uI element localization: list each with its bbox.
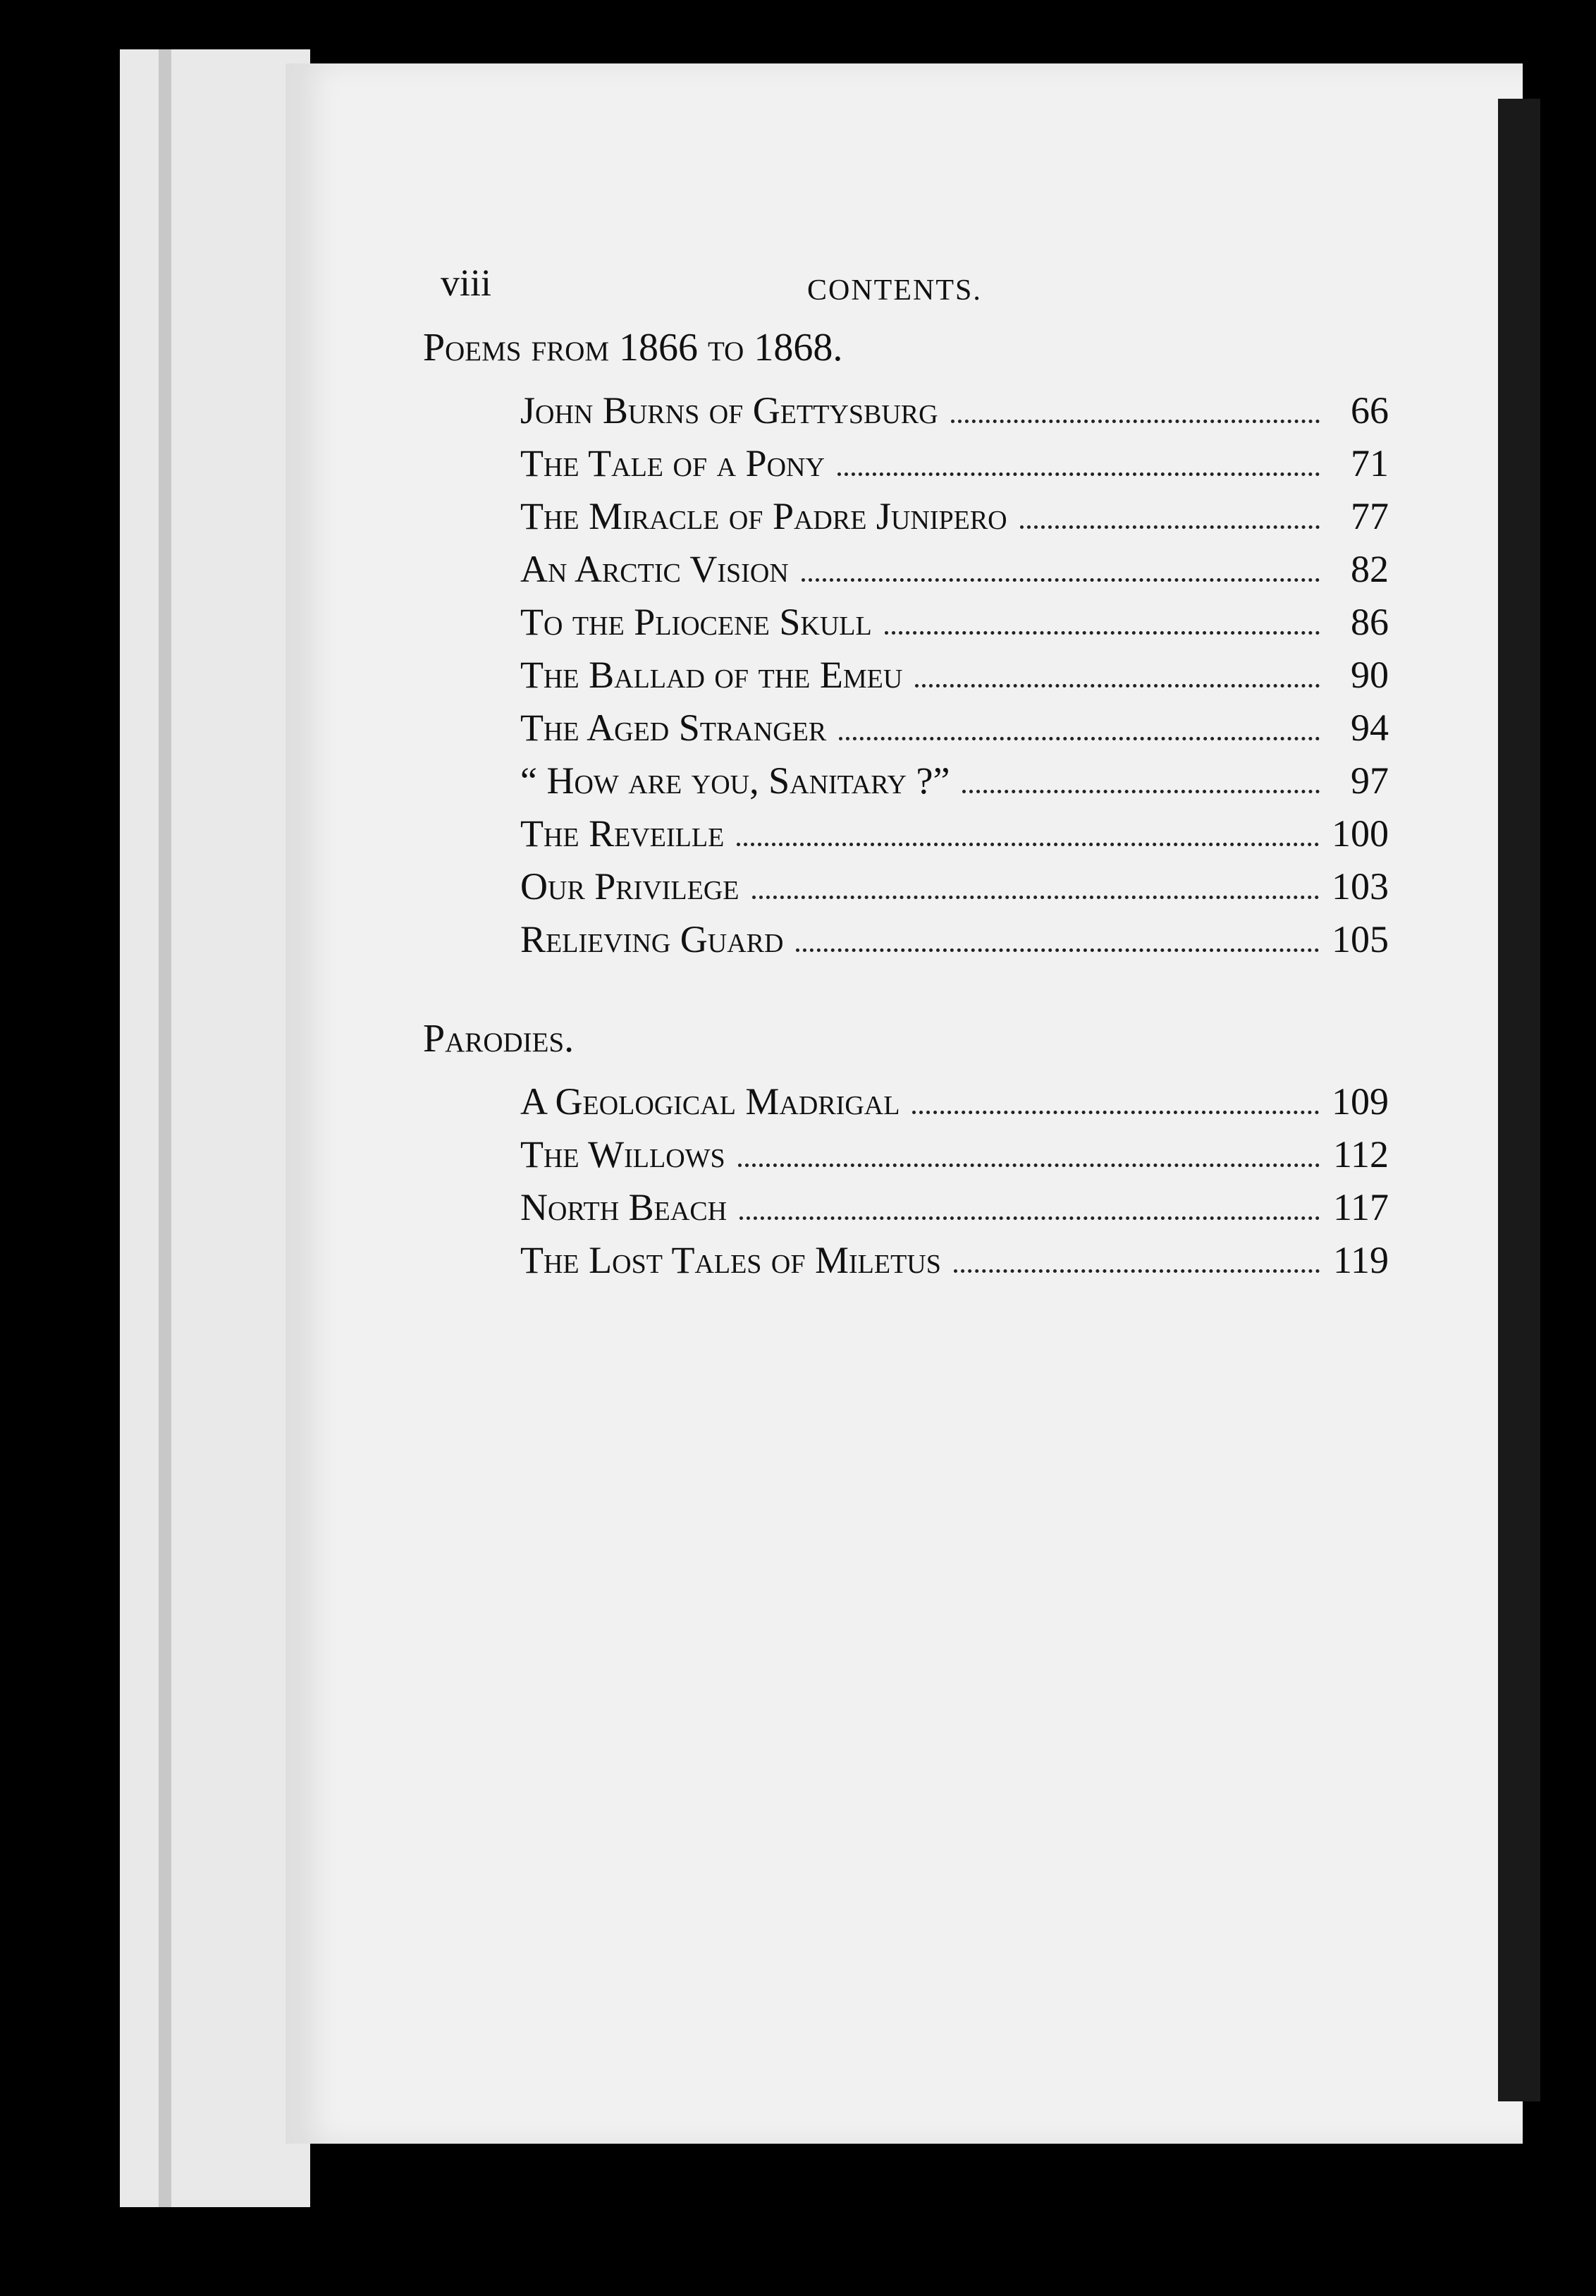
toc-entry-page: 82 — [1351, 548, 1389, 591]
toc-entry — [423, 1181, 1389, 1234]
toc-entry-page: 109 — [1332, 1080, 1389, 1123]
dot-leader — [837, 472, 1320, 476]
dot-leader — [737, 843, 1319, 846]
toc-entry — [423, 490, 1389, 543]
toc-entry-page: 77 — [1351, 495, 1389, 538]
toc-entry-page: 103 — [1332, 865, 1389, 908]
toc-entry-page: 119 — [1333, 1239, 1389, 1282]
toc-entry-page: 100 — [1332, 812, 1389, 855]
toc-entry-page: 97 — [1351, 759, 1389, 802]
dot-leader — [954, 1269, 1320, 1273]
toc-entry-title: Our Privilege — [520, 865, 739, 908]
dot-leader — [915, 684, 1320, 688]
dot-leader — [802, 578, 1320, 582]
toc-entry-page: 105 — [1332, 918, 1389, 961]
toc-entry-title: To the Pliocene Skull — [520, 601, 872, 644]
running-head: CONTENTS. — [807, 274, 982, 307]
toc-entry — [423, 702, 1389, 755]
toc-entry-page: 90 — [1351, 654, 1389, 697]
dot-leader — [752, 896, 1320, 899]
toc-entry-title: The Tale of a Pony — [520, 442, 825, 485]
toc-entry-title: “ How are you, Sanitary ?” — [520, 759, 950, 802]
toc-entry-title: The Lost Tales of Miletus — [520, 1239, 941, 1282]
dot-leader — [738, 1164, 1320, 1167]
toc-entry — [423, 649, 1389, 702]
toc-entry-page: 94 — [1351, 707, 1389, 750]
toc-entry-page: 66 — [1351, 389, 1389, 432]
dot-leader — [839, 737, 1320, 740]
page-stack — [120, 49, 310, 2207]
toc-entry-title: The Reveille — [520, 812, 725, 855]
toc-entry-title: A Geological Madrigal — [520, 1080, 900, 1123]
page-header — [423, 261, 1410, 324]
toc-entry — [423, 1075, 1389, 1128]
toc-entry-page: 86 — [1351, 601, 1389, 644]
dot-leader — [1020, 525, 1320, 529]
toc-entry-title: The Aged Stranger — [520, 707, 827, 750]
toc-entry — [423, 1128, 1389, 1181]
toc-entry-page: 117 — [1333, 1186, 1389, 1229]
section-parodies — [423, 1015, 1410, 1287]
toc-entry-title: Relieving Guard — [520, 918, 784, 961]
toc-entry-title: The Miracle of Padre Junipero — [520, 495, 1007, 538]
toc-entry-title: The Ballad of the Emeu — [520, 654, 903, 697]
toc-entry — [423, 543, 1389, 596]
toc-entry — [423, 807, 1389, 860]
page-stack-edge — [159, 49, 171, 2207]
toc-entry-title: John Burns of Gettysburg — [520, 389, 938, 432]
toc-entry — [423, 860, 1389, 913]
contents-page — [423, 261, 1410, 1287]
section-poems — [423, 324, 1410, 966]
toc-entry — [423, 755, 1389, 807]
page-binding-edge — [1498, 99, 1540, 2101]
toc-entry — [423, 1234, 1389, 1287]
section-title: Parodies. — [423, 1017, 575, 1061]
page-number: viii — [441, 262, 492, 304]
toc-entry — [423, 913, 1389, 966]
dot-leader — [885, 631, 1320, 635]
toc-entry — [423, 596, 1389, 649]
toc-entry-title: The Willows — [520, 1133, 725, 1176]
toc-entry — [423, 437, 1389, 490]
toc-entry-title: An Arctic Vision — [520, 548, 789, 591]
toc-entry-title: North Beach — [520, 1186, 728, 1229]
dot-leader — [912, 1111, 1319, 1114]
dot-leader — [739, 1216, 1320, 1220]
toc-entry-page: 112 — [1333, 1133, 1389, 1176]
section-title: Poems from 1866 to 1868. — [423, 326, 843, 370]
toc-entry-page: 71 — [1351, 442, 1389, 485]
dot-leader — [796, 948, 1319, 952]
dot-leader — [951, 420, 1320, 423]
toc-entry — [423, 384, 1389, 437]
dot-leader — [962, 790, 1320, 793]
